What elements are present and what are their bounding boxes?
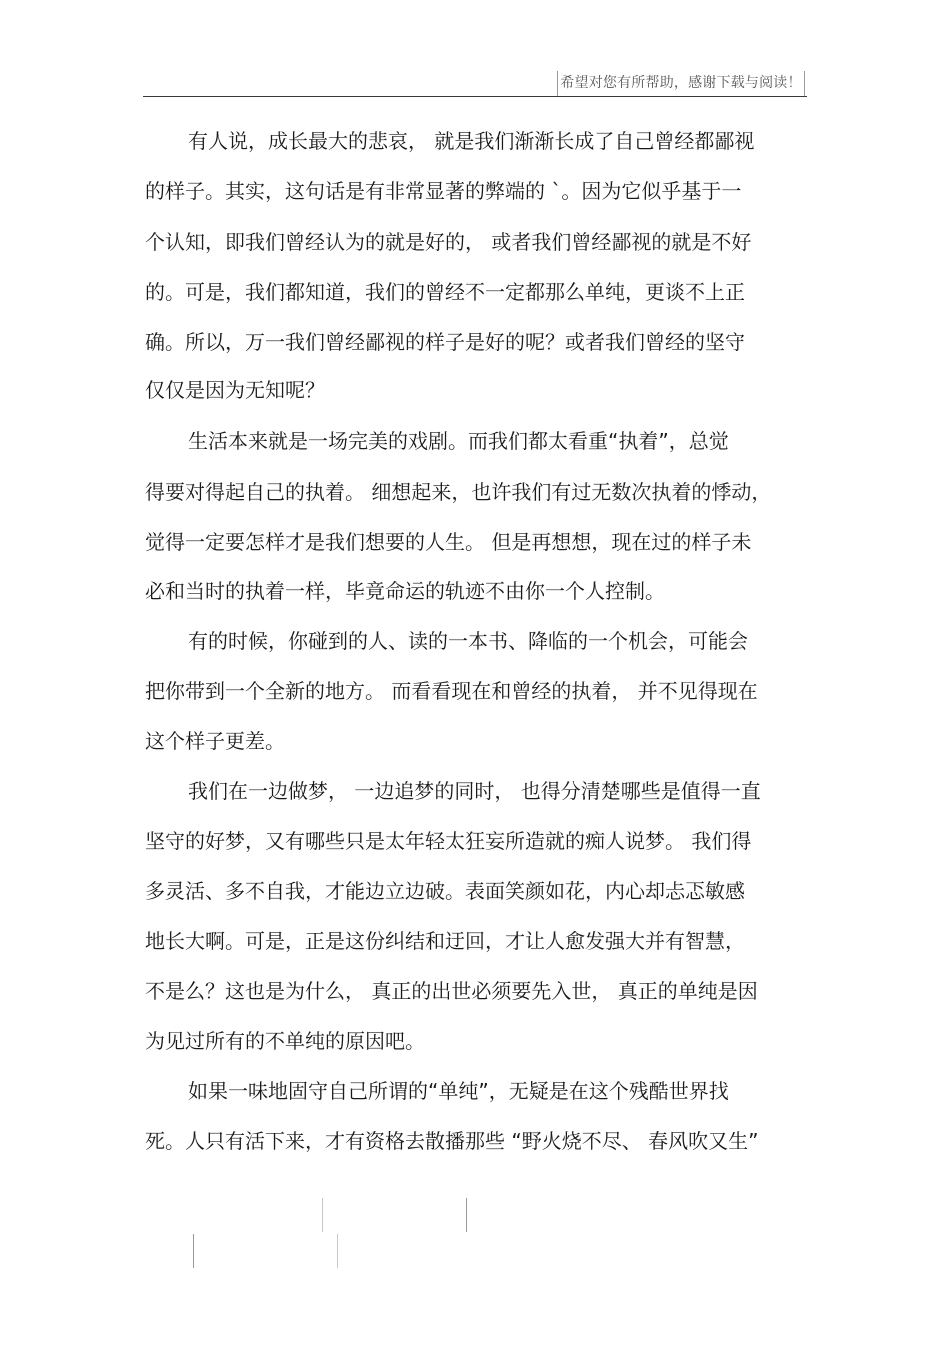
text-line: 生活本来就是一场完美的戏剧。而我们都太看重“执着”，总觉 [188,429,729,453]
text-line: 个认知，即我们曾经认为的就是好的， 或者我们曾经鄙视的就是不好 [145,230,752,254]
text-line: 死。人只有活下来，才有资格去散播那些 “野火烧不尽、 春风吹又生” [145,1129,759,1153]
text-line: 的样子。其实，这句话是有非常显著的弊端的 `。因为它似乎基于一 [145,179,742,203]
text-line: 仅仅是因为无知呢？ [145,378,325,402]
text-line: 的。可是，我们都知道，我们的曾经不一定都那么单纯，更谈不上正 [145,280,745,304]
text-line: 坚守的好梦，又有哪些只是太年轻太狂妄所造就的痴人说梦。 我们得 [145,829,752,853]
header-note: 希望对您有所帮助，感谢下载与阅读！ [557,71,805,96]
text-line: 必和当时的执着一样，毕竟命运的轨迹不由你一个人控制。 [145,579,665,603]
table-fragment-line [466,1198,467,1232]
text-line: 有的时候，你碰到的人、读的一本书、降临的一个机会，可能会 [188,629,748,653]
text-line: 有人说，成长最大的悲哀， 就是我们渐渐长成了自己曾经都鄙视 [188,129,755,153]
text-line: 觉得一定要怎样才是我们想要的人生。 但是再想想，现在过的样子未 [145,530,752,554]
text-line: 地长大啊。可是，正是这份纠结和迂回，才让人愈发强大并有智慧， [145,929,745,953]
table-fragment-line [337,1234,338,1268]
text-line: 如果一味地固守自己所谓的“单纯”，无疑是在这个残酷世界找 [188,1079,729,1103]
text-line: 不是么？这也是为什么， 真正的出世必须要先入世， 真正的单纯是因 [145,979,758,1003]
text-line: 为见过所有的不单纯的原因吧。 [145,1029,425,1053]
text-line: 得要对得起自己的执着。 细想起来，也许我们有过无数次执着的悸动， [145,480,772,504]
text-line: 多灵活、多不自我，才能边立边破。表面笑颜如花，内心却忐忑敏感 [145,879,745,903]
table-fragment-line [193,1234,194,1268]
table-fragment-line [322,1198,323,1232]
text-line: 把你带到一个全新的地方。 而看看现在和曾经的执着， 并不见得现在 [145,679,758,703]
text-line: 这个样子更差。 [145,729,285,753]
header-rule [143,96,807,97]
text-line: 我们在一边做梦， 一边追梦的同时， 也得分清楚哪些是值得一直 [188,779,761,803]
text-line: 确。所以，万一我们曾经鄙视的样子是好的呢？或者我们曾经的坚守 [145,330,745,354]
